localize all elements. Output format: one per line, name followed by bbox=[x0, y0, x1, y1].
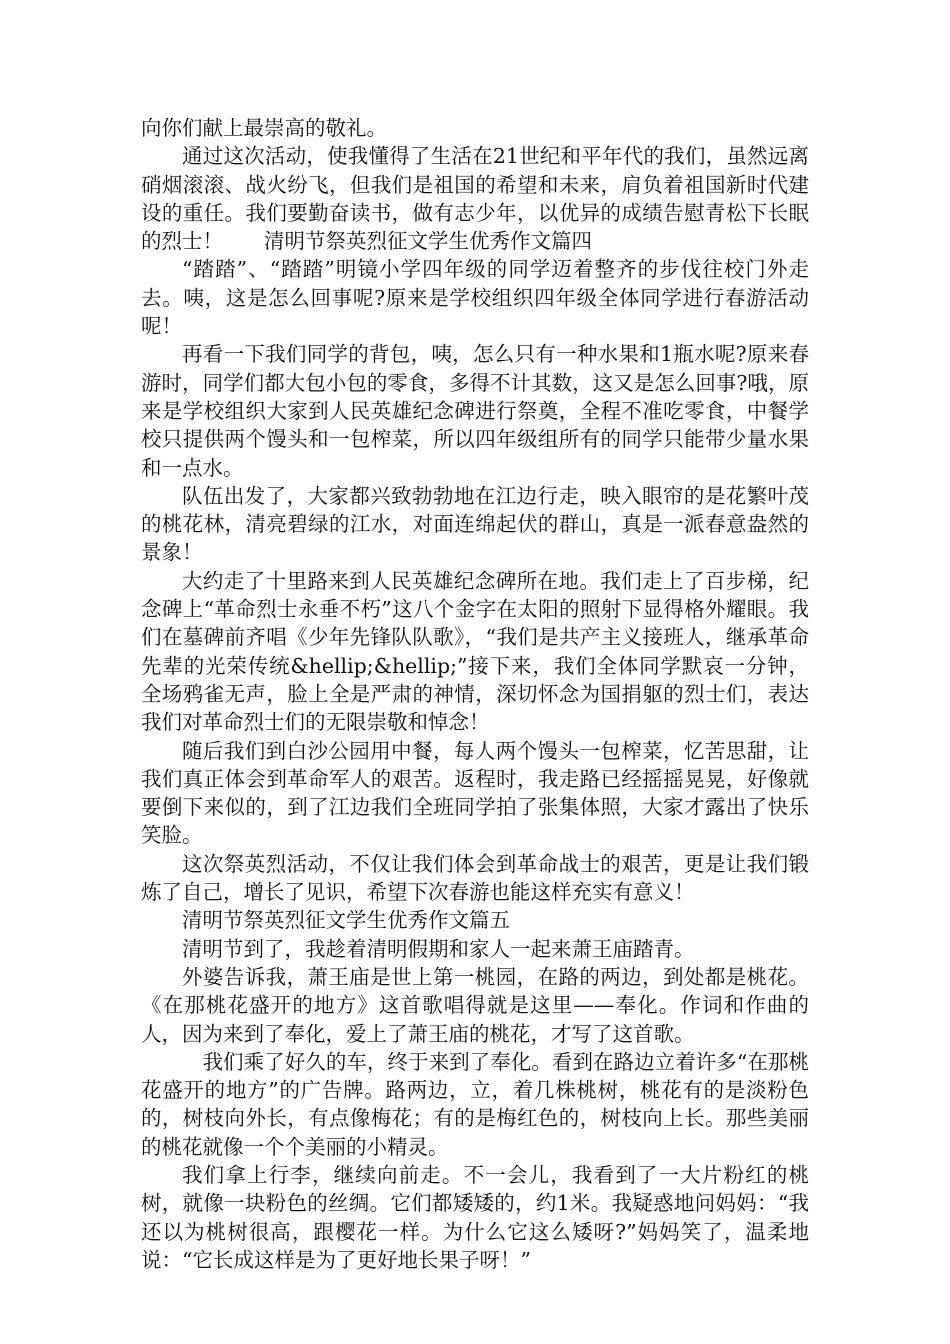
paragraph-11: 外婆告诉我，萧王庙是世上第一桃园，在路的两边，到处都是桃花。《在那桃花盛开的地方》这首歌唱得就是这里——奉化。作词和作曲的人，因为来到了奉化，爱上了萧王庙的桃花，才写了这首歌。 bbox=[141, 964, 809, 1046]
paragraph-12: 我们乘了好久的车，终于来到了奉化。看到在路边立着许多“在那桃花盛开的地方”的广告牌。路两边，立，着几株桃树，桃花有的是淡粉色的，树枝向外长，有点像梅花；有的是梅红色的，树枝向上长。那些美丽的桃花就像一个个美丽的小精灵。 bbox=[141, 1049, 809, 1159]
paragraph-6: 大约走了十里路来到人民英雄纪念碑所在地。我们走上了百步梯，纪念碑上“革命烈士永垂不朽”这八个金字在太阳的照射下显得格外耀眼。我们在墓碑前齐唱《少年先锋队队歌》，“我们是共产主义接班人，继承革命先辈的光荣传统&hellip;&hellip;”接下来，我们全体同学默哀一分钟，全场鸦雀无声，脸上全是严肃的神情，深切怀念为国捐躯的烈士们，表达我们对革命烈士们的无限崇敬和悼念！ bbox=[141, 568, 809, 735]
paragraph-7: 随后我们到白沙公园用中餐，每人两个馒头一包榨菜，忆苦思甜，让我们真正体会到革命军人的艰苦。返程时，我走路已经摇摇晃晃，好像就要倒下来似的，到了江边我们全班同学拍了张集体照，大家才露出了快乐笑脸。 bbox=[141, 738, 809, 848]
document-page bbox=[141, 114, 809, 1274]
paragraph-8: 这次祭英烈活动，不仅让我们体会到革命战士的艰苦，更是让我们锻炼了自己，增长了见识，希望下次春游也能这样充实有意义！ bbox=[141, 851, 809, 905]
paragraph-13: 我们拿上行李，继续向前走。不一会儿，我看到了一大片粉红的桃树，就像一块粉色的丝绸。它们都矮矮的，约1米。我疑惑地问妈妈：“我还以为桃树很高，跟樱花一样。为什么它这么矮呀?”妈妈笑了，温柔地说：“它长成这样是为了更好地长果子呀！” bbox=[141, 1162, 809, 1272]
paragraph-2: 通过这次活动，使我懂得了生活在21世纪和平年代的我们，虽然远离硝烟滚滚、战火纷飞，但我们是祖国的希望和未来，肩负着祖国新时代建设的重任。我们要勤奋读书，做有志少年，以优异的成绩告慰青松下长眠的烈士！ 清明节祭英烈征文学生优秀作文篇四 bbox=[141, 144, 809, 254]
section-heading-5: 清明节祭英烈征文学生优秀作文篇五 bbox=[182, 908, 510, 933]
paragraph-4: 再看一下我们同学的背包，咦，怎么只有一种水果和1瓶水呢?原来春游时，同学们都大包小包的零食，多得不计其数，这又是怎么回事?哦，原来是学校组织大家到人民英雄纪念碑进行祭奠，全程不准吃零食，中餐学校只提供两个馒头和一包榨菜，所以四年级组所有的同学只能带少量水果和一点水。 bbox=[141, 342, 809, 480]
paragraph-1: 向你们献上最崇高的敬礼。 bbox=[141, 116, 387, 140]
paragraph-10: 清明节到了，我趁着清明假期和家人一起来萧王庙踏青。 bbox=[182, 936, 695, 961]
paragraph-5: 队伍出发了，大家都兴致勃勃地在江边行走，映入眼帘的是花繁叶茂的桃花林，清亮碧绿的江水，对面连绵起伏的群山，真是一派春意盎然的景象！ bbox=[141, 483, 809, 565]
paragraph-3: “踏踏”、“踏踏”明镜小学四年级的同学迈着整齐的步伐往校门外走去。咦，这是怎么回事呢?原来是学校组织四年级全体同学进行春游活动呢！ bbox=[141, 257, 809, 339]
